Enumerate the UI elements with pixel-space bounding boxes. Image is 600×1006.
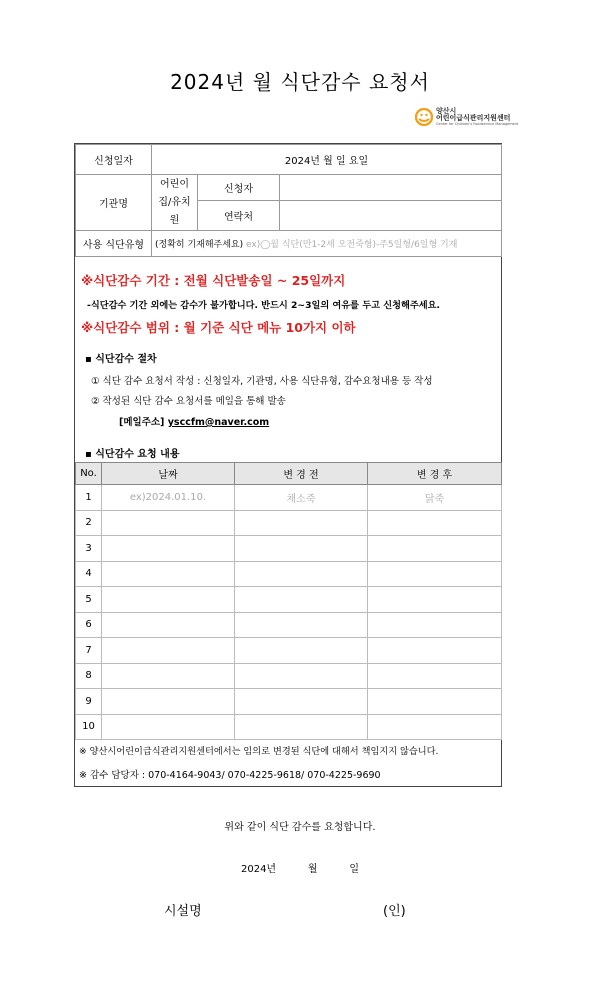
before-cell[interactable] <box>235 638 368 664</box>
applicant-label: 신청자 <box>198 175 280 201</box>
date-cell[interactable] <box>102 638 235 664</box>
contact-text: ※ 감수 담당자 : 070-4164-9043/ 070-4225-9618/ 070-4225-9690 <box>79 770 381 781</box>
email-line <box>119 414 545 428</box>
org-label: 기관명 <box>76 175 152 231</box>
meal-type-hint: (정확히 기재해주세요) <box>155 240 244 250</box>
seal-mark: (인) <box>383 904 406 919</box>
email-label: [메일주소] <box>119 417 165 428</box>
table-row <box>76 714 502 740</box>
meal-type-label: 사용 식단유형 <box>76 231 152 257</box>
date-cell[interactable] <box>102 714 235 740</box>
meal-type-field[interactable] <box>152 231 502 257</box>
table-row <box>76 612 502 638</box>
after-cell[interactable] <box>368 612 502 638</box>
org-type-line3: 원 <box>169 214 180 226</box>
table-row <box>76 689 502 715</box>
form-frame <box>74 143 502 787</box>
before-cell[interactable] <box>235 689 368 715</box>
row-no: 1 <box>76 485 102 511</box>
disclaimer-text: ※ 양산시어린이급식관리지원센터에서는 임의로 변경된 식단에 대해서 책임지지 않습니다. <box>79 746 439 757</box>
closing-statement: 위와 같이 식단 감수를 요청합니다. <box>224 822 376 833</box>
row-no: 5 <box>76 587 102 613</box>
after-cell[interactable] <box>368 638 502 664</box>
after-cell[interactable] <box>368 689 502 715</box>
contact-label: 연락처 <box>198 201 280 231</box>
header-date: 날짜 <box>102 463 235 485</box>
row-no: 6 <box>76 612 102 638</box>
before-cell[interactable] <box>235 587 368 613</box>
page-title: 2024년 월 식단감수 요청서 <box>170 70 430 94</box>
table-row <box>76 587 502 613</box>
before-cell[interactable] <box>235 663 368 689</box>
date-cell[interactable] <box>102 663 235 689</box>
period-desc: -식단감수 기간 외에는 감수가 불가합니다. 반드시 2~3일의 여유를 두고 신청해주세요. <box>87 300 440 311</box>
procedure-step1: ① 식단 감수 요청서 작성 : 신청일자, 기관명, 사용 식단유형, 감수요청내용 등 작성 <box>91 376 433 387</box>
org-type-line2: 집/유치 <box>158 196 191 208</box>
center-logo-icon <box>415 108 433 126</box>
date-cell[interactable] <box>102 561 235 587</box>
table-row <box>76 663 502 689</box>
header-no: No. <box>76 463 102 485</box>
after-cell[interactable] <box>368 561 502 587</box>
row-no: 3 <box>76 536 102 562</box>
row-no: 10 <box>76 714 102 740</box>
table-row <box>76 536 502 562</box>
before-cell[interactable]: 채소죽 <box>235 485 368 511</box>
scope-title: ※식단감수 범위 : 월 기준 식단 메뉴 10가지 이하 <box>81 320 356 335</box>
date-cell[interactable] <box>102 612 235 638</box>
after-cell[interactable] <box>368 587 502 613</box>
applicant-field[interactable] <box>280 175 502 201</box>
table-row <box>76 485 502 511</box>
row-no: 4 <box>76 561 102 587</box>
date-cell[interactable] <box>102 536 235 562</box>
closing-date: 2024년 월 일 <box>240 864 359 875</box>
after-cell[interactable]: 닭죽 <box>368 485 502 511</box>
org-type-line1: 어린이 <box>160 178 189 190</box>
center-logo <box>415 108 518 127</box>
apply-date-label: 신청일자 <box>76 145 152 175</box>
before-cell[interactable] <box>235 536 368 562</box>
contact-field[interactable] <box>280 201 502 231</box>
email-address[interactable]: ysccfm@naver.com <box>167 417 270 428</box>
before-cell[interactable] <box>235 612 368 638</box>
apply-date-field[interactable]: 2024년 월 일 요일 <box>152 145 502 175</box>
meal-type-example: ex)◯월 식단(만1-2세 오전죽형)-주5일형/6일형 기재 <box>246 240 458 250</box>
org-type <box>152 175 198 231</box>
after-cell[interactable] <box>368 714 502 740</box>
table-row <box>76 510 502 536</box>
logo-line3: Center for Children's Foodservice Management <box>436 122 519 126</box>
before-cell[interactable] <box>235 561 368 587</box>
after-cell[interactable] <box>368 510 502 536</box>
request-title: ▪ 식단감수 요청 내용 <box>85 449 180 460</box>
procedure-step2: ② 작성된 식단 감수 요청서를 메일을 통해 발송 <box>91 396 286 407</box>
logo-line2: 어린이급식관리지원센터 <box>436 114 511 122</box>
row-no: 9 <box>76 689 102 715</box>
after-cell[interactable] <box>368 536 502 562</box>
table-row <box>76 638 502 664</box>
info-table <box>75 144 502 257</box>
row-no: 7 <box>76 638 102 664</box>
date-cell[interactable]: ex)2024.01.10. <box>102 485 235 511</box>
request-table <box>75 462 502 740</box>
date-cell[interactable] <box>102 510 235 536</box>
procedure-title: ▪ 식단감수 절차 <box>85 354 157 365</box>
table-row <box>76 561 502 587</box>
date-cell[interactable] <box>102 689 235 715</box>
header-after: 변 경 후 <box>368 463 502 485</box>
date-cell[interactable] <box>102 587 235 613</box>
after-cell[interactable] <box>368 663 502 689</box>
before-cell[interactable] <box>235 714 368 740</box>
logo-line1: 양산시 <box>436 107 457 115</box>
header-before: 변 경 전 <box>235 463 368 485</box>
row-no: 8 <box>76 663 102 689</box>
facility-label: 시설명 <box>164 904 202 919</box>
row-no: 2 <box>76 510 102 536</box>
before-cell[interactable] <box>235 510 368 536</box>
period-title: ※식단감수 기간 : 전월 식단발송일 ~ 25일까지 <box>81 273 346 288</box>
